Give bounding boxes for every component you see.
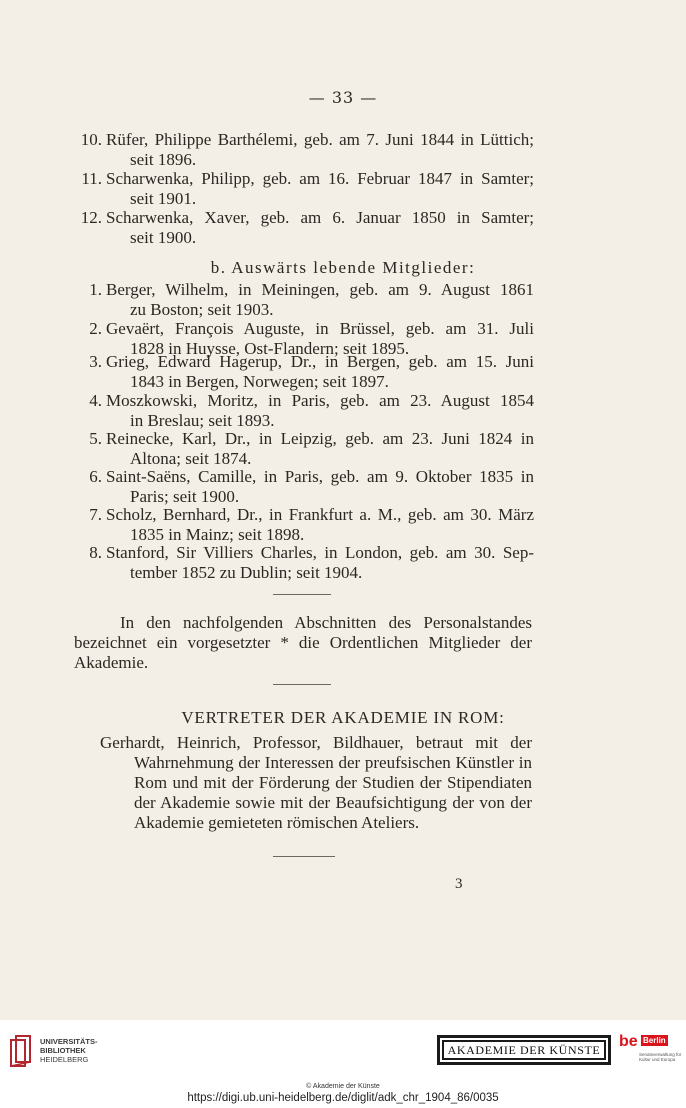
entry-line: Gevaërt, François Auguste, in Brüssel, geb. am 31. Juli bbox=[106, 319, 534, 338]
berlin-tag: Berlin bbox=[643, 1036, 666, 1045]
library-line: UNIVERSITÄTS- bbox=[40, 1037, 98, 1046]
entry-line: Berger, Wilhelm, in Meiningen, geb. am 9. August 1861 bbox=[106, 280, 534, 299]
list-item bbox=[70, 467, 534, 506]
list-item bbox=[70, 429, 534, 468]
berlin-logo[interactable] bbox=[619, 1033, 681, 1069]
entry-number: 7. bbox=[89, 505, 102, 524]
entry-number: 11. bbox=[81, 169, 102, 188]
akademie-logo-text: AKADEMIE DER KÜNSTE bbox=[440, 1038, 608, 1062]
entry-number: 12. bbox=[80, 208, 102, 227]
entry-line: Scholz, Bernhard, Dr., in Frankfurt a. M., geb. am 30. März bbox=[106, 505, 534, 524]
list-item bbox=[70, 280, 534, 319]
divider bbox=[273, 684, 331, 685]
list-item bbox=[70, 352, 534, 391]
entry-line: 1835 in Mainz; seit 1898. bbox=[130, 524, 305, 544]
rome-section-title: VERTRETER DER AKADEMIE IN ROM: bbox=[181, 708, 505, 727]
page-header: — 33 — bbox=[308, 88, 378, 107]
library-line: BIBLIOTHEK bbox=[40, 1046, 86, 1055]
berlin-subtitle: Senatsverwaltung für Kultur und Europa bbox=[639, 1052, 682, 1062]
akademie-logo[interactable] bbox=[437, 1035, 611, 1065]
entry-line: zu Boston; seit 1903. bbox=[130, 299, 274, 319]
berlin-be: be bbox=[619, 1033, 638, 1050]
rome-first-line: Gerhardt, Heinrich, Professor, Bildhauer, betraut mit der bbox=[100, 733, 532, 752]
list-item bbox=[70, 391, 534, 430]
library-name bbox=[40, 1037, 98, 1064]
entry-line: seit 1901. bbox=[130, 188, 197, 208]
entry-number: 8. bbox=[89, 543, 102, 562]
entry-number: 6. bbox=[89, 467, 102, 486]
entry-line: seit 1896. bbox=[130, 149, 197, 169]
entry-line: Scharwenka, Philipp, geb. am 16. Februar 1847 in Samter; bbox=[106, 169, 534, 188]
entry-line: Rüfer, Philippe Barthélemi, geb. am 7. Juni 1844 in Lüttich; bbox=[106, 130, 534, 149]
list-item bbox=[70, 505, 534, 544]
entry-line: Grieg, Edward Hagerup, Dr., in Bergen, geb. am 15. Juni bbox=[106, 352, 534, 371]
entry-number: 4. bbox=[89, 391, 102, 410]
section-b-title: b. Auswärts lebende Mitglieder: bbox=[210, 258, 476, 277]
copyright-text: © Akademie der Künste bbox=[306, 1083, 380, 1090]
divider bbox=[273, 594, 331, 595]
entry-number: 3. bbox=[89, 352, 102, 371]
note-paragraph: In den nachfolgenden Abschnitten des Personalstandes bezeichnet ein vorgesetzter * die Ordentlichen Mitglieder der Akademie. bbox=[74, 613, 532, 672]
rome-entry bbox=[100, 733, 532, 833]
entry-number: 1. bbox=[89, 280, 102, 299]
entry-line: Saint-Saëns, Camille, in Paris, geb. am 9. Oktober 1835 in bbox=[106, 467, 534, 486]
entry-line: Stanford, Sir Villiers Charles, in London, geb. am 30. Sep- bbox=[106, 543, 534, 562]
entry-line: Paris; seit 1900. bbox=[130, 486, 240, 506]
permalink-url[interactable]: https://digi.ub.uni-heidelberg.de/diglit/adk_chr_1904_86/0035 bbox=[187, 1092, 499, 1104]
university-library-logo-icon bbox=[8, 1034, 36, 1068]
rome-rest-text: Wahrnehmung der Interessen der preufsischen Künstler in Rom und mit der Förderung der Studien der Stipendiaten der Akademie sowie mit der Beaufsichtigung der von der Akademie gemieteten römischen Ateliers. bbox=[134, 753, 532, 832]
divider bbox=[273, 856, 335, 857]
list-item bbox=[70, 543, 534, 582]
list-item bbox=[70, 169, 534, 208]
entry-line: seit 1900. bbox=[130, 227, 197, 247]
library-line: HEIDELBERG bbox=[40, 1055, 89, 1064]
entry-line: Altona; seit 1874. bbox=[130, 448, 252, 468]
list-item bbox=[70, 208, 534, 247]
entry-number: 5. bbox=[89, 429, 102, 448]
entry-line: 1843 in Bergen, Norwegen; seit 1897. bbox=[130, 371, 389, 391]
entry-line: 1828 in Huysse, Ost-Flandern; seit 1895. bbox=[130, 338, 410, 358]
entry-number: 10. bbox=[80, 130, 102, 149]
entry-line: in Breslau; seit 1893. bbox=[130, 410, 275, 430]
entry-line: Reinecke, Karl, Dr., in Leipzig, geb. am 23. Juni 1824 in bbox=[106, 429, 534, 448]
entry-line: tember 1852 zu Dublin; seit 1904. bbox=[130, 562, 363, 582]
entry-line: Scharwenka, Xaver, geb. am 6. Januar 1850 in Samter; bbox=[106, 208, 534, 227]
entry-number: 2. bbox=[89, 319, 102, 338]
list-item bbox=[70, 130, 534, 169]
entry-line: Moszkowski, Moritz, in Paris, geb. am 23. August 1854 bbox=[106, 391, 534, 410]
signature-number: 3 bbox=[455, 876, 463, 892]
